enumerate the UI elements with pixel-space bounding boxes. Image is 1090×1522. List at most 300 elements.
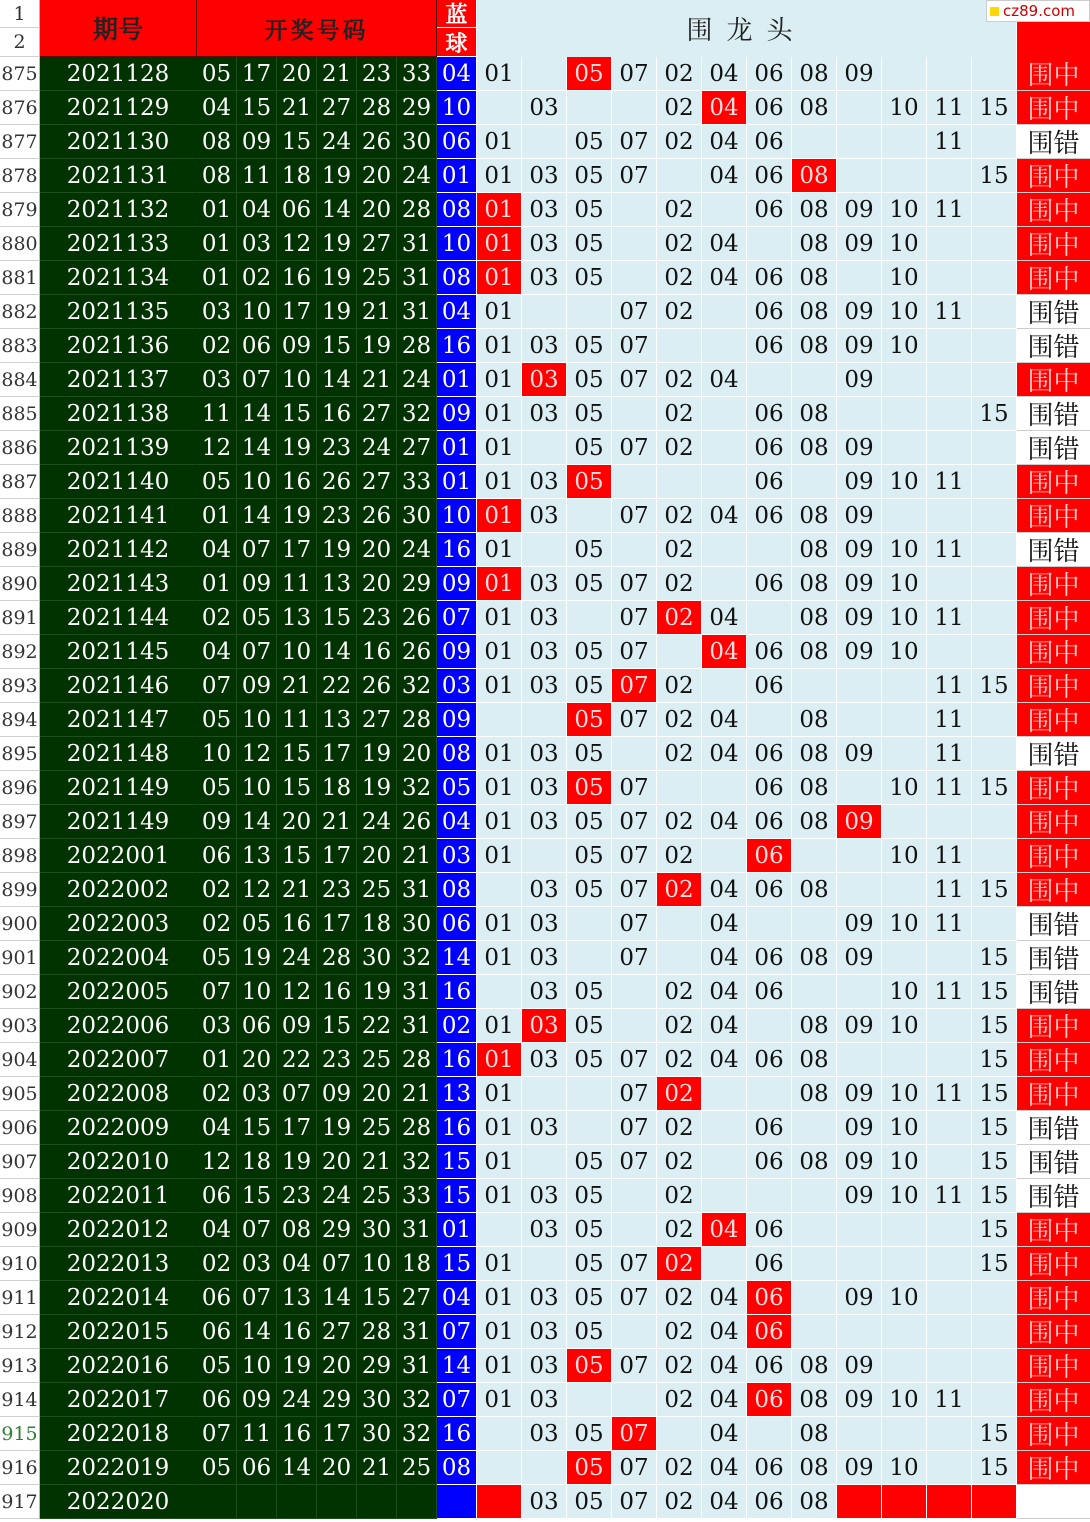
blue-ball-cell[interactable]: 01 (437, 1213, 477, 1247)
grid-cell[interactable] (927, 431, 972, 465)
draw-number-cell[interactable]: 15 (317, 329, 357, 363)
draw-number-cell[interactable]: 21 (357, 1145, 397, 1179)
draw-number-cell[interactable]: 07 (237, 533, 277, 567)
grid-cell[interactable]: 09 (837, 1383, 882, 1417)
grid-cell[interactable]: 07 (612, 1077, 657, 1111)
grid-cell[interactable] (882, 669, 927, 703)
draw-number-cell[interactable]: 14 (237, 499, 277, 533)
grid-cell[interactable]: 03 (522, 669, 567, 703)
grid-cell[interactable]: 03 (522, 1485, 567, 1519)
grid-cell[interactable] (702, 1145, 747, 1179)
draw-number-cell[interactable]: 26 (357, 669, 397, 703)
draw-number-cell[interactable]: 20 (237, 1043, 277, 1077)
grid-cell[interactable]: 15 (972, 873, 1017, 907)
grid-cell[interactable] (927, 1111, 972, 1145)
grid-cell[interactable] (927, 159, 972, 193)
grid-cell[interactable] (567, 601, 612, 635)
grid-cell[interactable] (792, 363, 837, 397)
grid-cell[interactable] (882, 703, 927, 737)
draw-number-cell[interactable] (277, 1485, 317, 1519)
result-cell[interactable]: 围错 (1017, 907, 1090, 941)
grid-cell[interactable] (927, 1043, 972, 1077)
grid-cell[interactable]: 04 (702, 873, 747, 907)
grid-cell[interactable] (702, 329, 747, 363)
blue-ball-cell[interactable]: 14 (437, 1349, 477, 1383)
grid-cell[interactable]: 07 (612, 907, 657, 941)
draw-number-cell[interactable]: 07 (237, 635, 277, 669)
grid-cell[interactable] (522, 431, 567, 465)
draw-number-cell[interactable]: 06 (197, 1179, 237, 1213)
period-cell[interactable]: 2022007 (40, 1043, 197, 1077)
period-cell[interactable]: 2022013 (40, 1247, 197, 1281)
grid-cell[interactable] (567, 499, 612, 533)
grid-cell[interactable] (882, 1417, 927, 1451)
grid-cell[interactable] (522, 1247, 567, 1281)
draw-number-cell[interactable]: 31 (397, 1213, 437, 1247)
grid-cell[interactable]: 03 (522, 1213, 567, 1247)
grid-cell[interactable]: 02 (657, 839, 702, 873)
grid-cell[interactable]: 04 (702, 1451, 747, 1485)
grid-cell[interactable]: 02 (657, 125, 702, 159)
grid-cell[interactable] (792, 465, 837, 499)
grid-cell[interactable]: 01 (477, 499, 522, 533)
draw-number-cell[interactable]: 17 (317, 737, 357, 771)
draw-number-cell[interactable]: 29 (397, 91, 437, 125)
period-cell[interactable]: 2021130 (40, 125, 197, 159)
draw-number-cell[interactable]: 20 (357, 839, 397, 873)
blue-ball-cell[interactable]: 16 (437, 1111, 477, 1145)
period-cell[interactable]: 2021143 (40, 567, 197, 601)
draw-number-cell[interactable]: 23 (277, 1179, 317, 1213)
grid-cell[interactable]: 05 (567, 669, 612, 703)
draw-number-cell[interactable]: 06 (197, 839, 237, 873)
result-cell[interactable]: 围错 (1017, 1179, 1090, 1213)
draw-number-cell[interactable]: 27 (397, 1281, 437, 1315)
draw-number-cell[interactable]: 13 (317, 703, 357, 737)
draw-number-cell[interactable]: 17 (317, 839, 357, 873)
grid-cell[interactable]: 01 (477, 125, 522, 159)
row-number[interactable]: 895 (0, 737, 40, 771)
row-number[interactable]: 880 (0, 227, 40, 261)
draw-number-cell[interactable]: 01 (197, 261, 237, 295)
grid-cell[interactable]: 02 (657, 703, 702, 737)
grid-cell[interactable]: 07 (612, 1043, 657, 1077)
draw-number-cell[interactable]: 05 (197, 57, 237, 91)
row-number[interactable]: 887 (0, 465, 40, 499)
grid-cell[interactable]: 05 (567, 193, 612, 227)
result-cell[interactable]: 围中 (1017, 1213, 1090, 1247)
draw-number-cell[interactable]: 12 (277, 975, 317, 1009)
grid-cell[interactable]: 01 (477, 567, 522, 601)
draw-number-cell[interactable]: 01 (197, 193, 237, 227)
grid-cell[interactable]: 02 (657, 975, 702, 1009)
grid-cell[interactable]: 03 (522, 1111, 567, 1145)
grid-cell[interactable]: 05 (567, 1213, 612, 1247)
grid-cell[interactable] (612, 737, 657, 771)
grid-cell[interactable]: 01 (477, 1349, 522, 1383)
grid-cell[interactable]: 09 (837, 431, 882, 465)
grid-cell[interactable]: 05 (567, 1451, 612, 1485)
row-number[interactable]: 893 (0, 669, 40, 703)
grid-cell[interactable]: 02 (657, 567, 702, 601)
grid-cell[interactable]: 08 (792, 1383, 837, 1417)
row-number[interactable]: 878 (0, 159, 40, 193)
draw-number-cell[interactable]: 17 (277, 533, 317, 567)
grid-cell[interactable] (972, 907, 1017, 941)
grid-cell[interactable]: 02 (657, 295, 702, 329)
blue-ball-cell[interactable]: 16 (437, 329, 477, 363)
blue-ball-cell[interactable]: 08 (437, 737, 477, 771)
draw-number-cell[interactable]: 14 (317, 193, 357, 227)
draw-number-cell[interactable]: 31 (397, 1009, 437, 1043)
draw-number-cell[interactable]: 19 (317, 159, 357, 193)
grid-cell[interactable] (792, 1247, 837, 1281)
grid-cell[interactable] (702, 567, 747, 601)
grid-cell[interactable] (477, 703, 522, 737)
grid-cell[interactable] (792, 1281, 837, 1315)
grid-cell[interactable]: 01 (477, 57, 522, 91)
draw-number-cell[interactable]: 20 (317, 1451, 357, 1485)
grid-cell[interactable]: 07 (612, 703, 657, 737)
draw-number-cell[interactable]: 30 (397, 499, 437, 533)
grid-cell[interactable]: 01 (477, 227, 522, 261)
grid-cell[interactable]: 02 (657, 363, 702, 397)
row-number[interactable]: 881 (0, 261, 40, 295)
draw-number-cell[interactable]: 10 (277, 635, 317, 669)
grid-cell[interactable] (837, 1417, 882, 1451)
grid-cell[interactable]: 10 (882, 1179, 927, 1213)
grid-cell[interactable]: 07 (612, 941, 657, 975)
result-cell[interactable]: 围错 (1017, 975, 1090, 1009)
grid-cell[interactable]: 06 (747, 91, 792, 125)
grid-cell[interactable] (657, 771, 702, 805)
grid-cell[interactable]: 02 (657, 805, 702, 839)
grid-cell[interactable]: 01 (477, 1383, 522, 1417)
draw-number-cell[interactable]: 14 (277, 1451, 317, 1485)
grid-cell[interactable]: 01 (477, 363, 522, 397)
draw-number-cell[interactable]: 28 (357, 91, 397, 125)
grid-cell[interactable] (477, 91, 522, 125)
grid-cell[interactable]: 05 (567, 805, 612, 839)
grid-cell[interactable] (927, 805, 972, 839)
grid-cell[interactable] (657, 635, 702, 669)
grid-cell[interactable]: 01 (477, 397, 522, 431)
grid-cell[interactable]: 15 (972, 397, 1017, 431)
row-number[interactable]: 902 (0, 975, 40, 1009)
blue-ball-cell[interactable]: 15 (437, 1247, 477, 1281)
result-cell[interactable]: 围错 (1017, 295, 1090, 329)
draw-number-cell[interactable]: 08 (197, 159, 237, 193)
draw-number-cell[interactable]: 29 (317, 1213, 357, 1247)
draw-number-cell[interactable]: 14 (317, 635, 357, 669)
grid-cell[interactable]: 15 (972, 1043, 1017, 1077)
grid-cell[interactable] (972, 295, 1017, 329)
result-cell[interactable]: 围中 (1017, 567, 1090, 601)
grid-cell[interactable]: 07 (612, 1417, 657, 1451)
blue-ball-cell[interactable]: 15 (437, 1179, 477, 1213)
draw-number-cell[interactable]: 33 (397, 57, 437, 91)
row-number[interactable]: 905 (0, 1077, 40, 1111)
grid-cell[interactable] (747, 1077, 792, 1111)
row-number[interactable]: 898 (0, 839, 40, 873)
grid-cell[interactable]: 10 (882, 193, 927, 227)
draw-number-cell[interactable]: 19 (357, 975, 397, 1009)
draw-number-cell[interactable]: 20 (317, 1145, 357, 1179)
draw-number-cell[interactable]: 29 (357, 1349, 397, 1383)
period-cell[interactable]: 2022015 (40, 1315, 197, 1349)
grid-cell[interactable] (702, 465, 747, 499)
grid-cell[interactable]: 06 (747, 1145, 792, 1179)
draw-number-cell[interactable]: 10 (357, 1247, 397, 1281)
grid-cell[interactable]: 08 (792, 397, 837, 431)
grid-cell[interactable]: 07 (612, 805, 657, 839)
grid-cell[interactable]: 05 (567, 839, 612, 873)
grid-cell[interactable]: 05 (567, 329, 612, 363)
blue-ball-cell[interactable]: 07 (437, 1315, 477, 1349)
grid-cell[interactable]: 02 (657, 227, 702, 261)
grid-cell[interactable]: 07 (612, 1111, 657, 1145)
grid-cell[interactable] (612, 1009, 657, 1043)
grid-cell[interactable] (927, 1417, 972, 1451)
draw-number-cell[interactable]: 23 (357, 601, 397, 635)
draw-number-cell[interactable]: 27 (317, 91, 357, 125)
grid-cell[interactable]: 08 (792, 1451, 837, 1485)
grid-cell[interactable] (972, 533, 1017, 567)
grid-cell[interactable] (657, 329, 702, 363)
grid-cell[interactable] (522, 703, 567, 737)
row-number[interactable]: 900 (0, 907, 40, 941)
grid-cell[interactable]: 02 (657, 1145, 702, 1179)
grid-cell[interactable]: 07 (612, 159, 657, 193)
grid-cell[interactable]: 08 (792, 1417, 837, 1451)
draw-number-cell[interactable]: 10 (277, 363, 317, 397)
blue-ball-cell[interactable]: 01 (437, 465, 477, 499)
grid-cell[interactable]: 11 (927, 703, 972, 737)
grid-cell[interactable]: 09 (837, 1281, 882, 1315)
grid-cell[interactable]: 04 (702, 1009, 747, 1043)
grid-cell[interactable]: 08 (792, 533, 837, 567)
grid-cell[interactable] (837, 1247, 882, 1281)
blue-ball-cell[interactable]: 08 (437, 261, 477, 295)
grid-cell[interactable]: 11 (927, 907, 972, 941)
grid-cell[interactable]: 06 (747, 1281, 792, 1315)
grid-cell[interactable]: 10 (882, 601, 927, 635)
grid-cell[interactable]: 07 (612, 873, 657, 907)
row-number[interactable]: 907 (0, 1145, 40, 1179)
draw-number-cell[interactable]: 25 (357, 873, 397, 907)
grid-cell[interactable]: 11 (927, 601, 972, 635)
draw-number-cell[interactable]: 07 (197, 669, 237, 703)
grid-cell[interactable]: 05 (567, 1315, 612, 1349)
grid-cell[interactable]: 11 (927, 193, 972, 227)
result-cell[interactable]: 围中 (1017, 669, 1090, 703)
draw-number-cell[interactable]: 25 (357, 1179, 397, 1213)
blue-ball-cell[interactable]: 08 (437, 873, 477, 907)
grid-cell[interactable] (837, 975, 882, 1009)
draw-number-cell[interactable]: 05 (197, 465, 237, 499)
grid-cell[interactable]: 10 (882, 975, 927, 1009)
period-cell[interactable]: 2022010 (40, 1145, 197, 1179)
grid-cell[interactable]: 03 (522, 193, 567, 227)
draw-number-cell[interactable]: 21 (357, 295, 397, 329)
period-cell[interactable]: 2022002 (40, 873, 197, 907)
grid-cell[interactable] (972, 261, 1017, 295)
draw-number-cell[interactable]: 26 (397, 805, 437, 839)
row-number[interactable]: 911 (0, 1281, 40, 1315)
grid-cell[interactable]: 08 (792, 1043, 837, 1077)
grid-cell[interactable] (612, 975, 657, 1009)
draw-number-cell[interactable]: 15 (277, 397, 317, 431)
grid-cell[interactable]: 07 (612, 601, 657, 635)
grid-cell[interactable] (567, 1383, 612, 1417)
result-cell[interactable]: 围中 (1017, 805, 1090, 839)
blue-ball-cell[interactable]: 09 (437, 397, 477, 431)
draw-number-cell[interactable]: 09 (277, 1009, 317, 1043)
grid-cell[interactable]: 05 (567, 567, 612, 601)
draw-number-cell[interactable]: 18 (397, 1247, 437, 1281)
grid-cell[interactable]: 01 (477, 601, 522, 635)
grid-cell[interactable] (972, 125, 1017, 159)
draw-number-cell[interactable]: 03 (197, 363, 237, 397)
row-number[interactable]: 899 (0, 873, 40, 907)
grid-cell[interactable]: 03 (522, 941, 567, 975)
grid-cell[interactable]: 03 (522, 1315, 567, 1349)
grid-cell[interactable]: 06 (747, 1111, 792, 1145)
grid-cell[interactable]: 08 (792, 1077, 837, 1111)
draw-number-cell[interactable]: 03 (197, 295, 237, 329)
grid-cell[interactable]: 07 (612, 1451, 657, 1485)
draw-number-cell[interactable]: 06 (237, 1009, 277, 1043)
grid-cell[interactable]: 04 (702, 159, 747, 193)
draw-number-cell[interactable]: 31 (397, 1349, 437, 1383)
grid-cell[interactable] (792, 669, 837, 703)
grid-cell[interactable] (927, 329, 972, 363)
grid-cell[interactable] (927, 1247, 972, 1281)
grid-cell[interactable]: 01 (477, 1281, 522, 1315)
grid-cell[interactable] (792, 1315, 837, 1349)
blue-ball-cell[interactable]: 10 (437, 91, 477, 125)
grid-cell[interactable] (882, 1213, 927, 1247)
grid-cell[interactable] (702, 669, 747, 703)
grid-cell[interactable]: 11 (927, 295, 972, 329)
row-number[interactable]: 884 (0, 363, 40, 397)
grid-cell[interactable] (522, 839, 567, 873)
grid-cell[interactable]: 11 (927, 1077, 972, 1111)
grid-cell[interactable]: 11 (927, 771, 972, 805)
grid-cell[interactable]: 05 (567, 465, 612, 499)
period-cell[interactable]: 2022020 (40, 1485, 197, 1519)
grid-cell[interactable] (702, 1111, 747, 1145)
result-cell[interactable]: 围中 (1017, 1451, 1090, 1485)
draw-number-cell[interactable]: 23 (317, 873, 357, 907)
grid-cell[interactable]: 01 (477, 329, 522, 363)
grid-cell[interactable]: 04 (702, 1281, 747, 1315)
grid-cell[interactable]: 07 (612, 431, 657, 465)
draw-number-cell[interactable]: 20 (357, 1077, 397, 1111)
blue-ball-cell[interactable]: 04 (437, 1281, 477, 1315)
row-number[interactable]: 909 (0, 1213, 40, 1247)
grid-cell[interactable]: 05 (567, 1145, 612, 1179)
grid-cell[interactable] (522, 295, 567, 329)
grid-cell[interactable] (657, 159, 702, 193)
grid-cell[interactable] (972, 635, 1017, 669)
grid-cell[interactable]: 04 (702, 261, 747, 295)
draw-number-cell[interactable]: 32 (397, 941, 437, 975)
draw-number-cell[interactable]: 29 (317, 1383, 357, 1417)
grid-cell[interactable] (837, 771, 882, 805)
grid-cell[interactable] (837, 125, 882, 159)
grid-cell[interactable]: 03 (522, 363, 567, 397)
grid-cell[interactable]: 09 (837, 57, 882, 91)
grid-cell[interactable] (927, 1281, 972, 1315)
draw-number-cell[interactable]: 15 (357, 1281, 397, 1315)
blue-ball-cell[interactable]: 01 (437, 363, 477, 397)
result-cell[interactable]: 围中 (1017, 1349, 1090, 1383)
period-cell[interactable]: 2022011 (40, 1179, 197, 1213)
grid-cell[interactable]: 04 (702, 601, 747, 635)
blue-ball-cell[interactable]: 08 (437, 193, 477, 227)
grid-cell[interactable]: 04 (702, 1043, 747, 1077)
grid-cell[interactable] (747, 1417, 792, 1451)
grid-cell[interactable] (702, 839, 747, 873)
grid-cell[interactable]: 03 (522, 567, 567, 601)
draw-number-cell[interactable]: 12 (237, 873, 277, 907)
grid-cell[interactable]: 06 (747, 465, 792, 499)
row-number[interactable]: 896 (0, 771, 40, 805)
grid-cell[interactable]: 06 (747, 499, 792, 533)
draw-number-cell[interactable]: 02 (197, 329, 237, 363)
grid-cell[interactable]: 01 (477, 669, 522, 703)
draw-number-cell[interactable]: 02 (197, 907, 237, 941)
draw-number-cell[interactable]: 07 (237, 1281, 277, 1315)
period-cell[interactable]: 2021145 (40, 635, 197, 669)
row-number-header[interactable]: 2 (0, 28, 40, 57)
grid-cell[interactable]: 09 (837, 1009, 882, 1043)
grid-cell[interactable] (702, 1077, 747, 1111)
grid-cell[interactable] (972, 227, 1017, 261)
grid-cell[interactable]: 09 (837, 1451, 882, 1485)
grid-cell[interactable]: 02 (657, 533, 702, 567)
period-cell[interactable]: 2022014 (40, 1281, 197, 1315)
grid-cell[interactable] (612, 91, 657, 125)
draw-number-cell[interactable]: 19 (357, 771, 397, 805)
draw-number-cell[interactable]: 24 (397, 533, 437, 567)
grid-cell[interactable] (747, 227, 792, 261)
grid-cell[interactable]: 06 (747, 635, 792, 669)
grid-cell[interactable]: 05 (567, 635, 612, 669)
grid-cell[interactable]: 08 (792, 805, 837, 839)
grid-cell[interactable] (972, 363, 1017, 397)
grid-cell[interactable]: 09 (837, 363, 882, 397)
grid-cell[interactable]: 02 (657, 669, 702, 703)
draw-number-cell[interactable]: 20 (277, 805, 317, 839)
draw-number-cell[interactable]: 28 (397, 329, 437, 363)
blue-ball-cell[interactable]: 16 (437, 1417, 477, 1451)
blue-ball-cell[interactable]: 07 (437, 601, 477, 635)
draw-number-cell[interactable]: 32 (397, 669, 437, 703)
draw-number-cell[interactable]: 06 (197, 1315, 237, 1349)
grid-cell[interactable]: 09 (837, 635, 882, 669)
draw-number-cell[interactable]: 01 (197, 567, 237, 601)
grid-cell[interactable] (972, 839, 1017, 873)
grid-cell[interactable]: 10 (882, 1451, 927, 1485)
draw-number-cell[interactable]: 24 (317, 125, 357, 159)
grid-cell[interactable]: 03 (522, 737, 567, 771)
draw-number-cell[interactable]: 03 (197, 1009, 237, 1043)
draw-number-cell[interactable]: 22 (317, 669, 357, 703)
grid-cell[interactable]: 04 (702, 941, 747, 975)
draw-number-cell[interactable]: 20 (317, 1349, 357, 1383)
